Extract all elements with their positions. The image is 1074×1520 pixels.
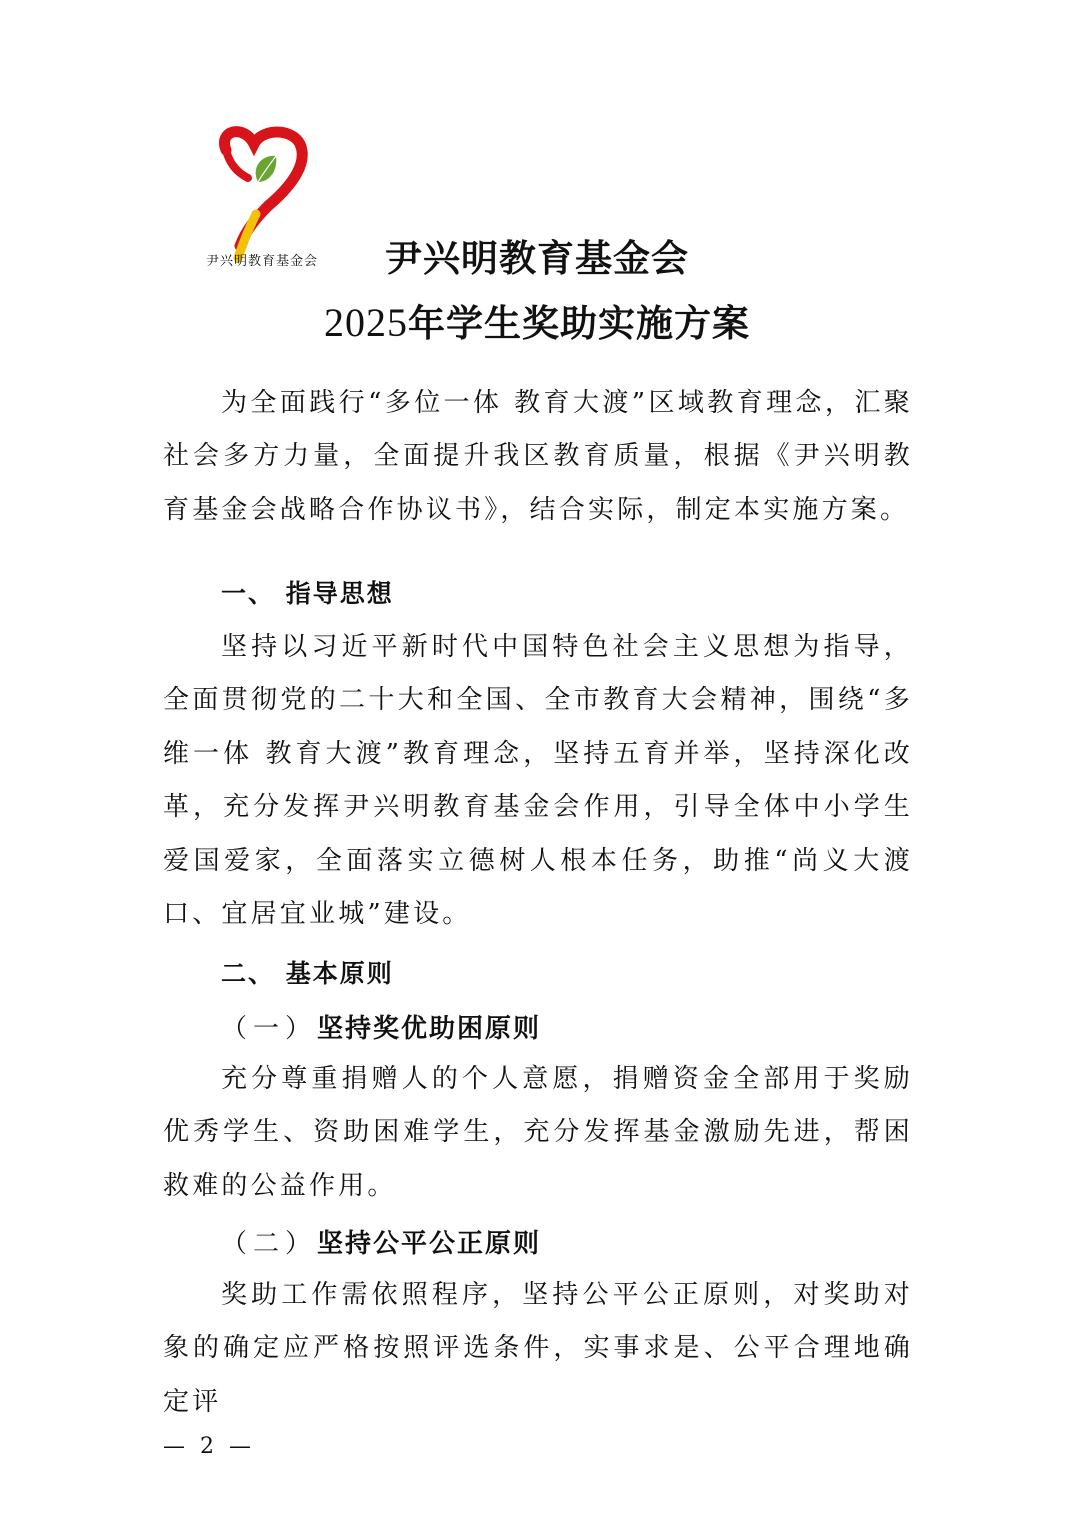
subsection-1-paragraph: 充分尊重捐赠人的个人意愿，捐赠资金全部用于奖励优秀学生、资助困难学生，充分发挥基金激励先进，帮困救难的公益作用。: [163, 1064, 913, 1201]
subsection-number: （二）: [221, 1229, 318, 1259]
section-1-paragraph: 坚持以习近平新时代中国特色社会主义思想为指导，全面贯彻党的二十大和全国、全市教育大会精神，围绕“多维一体 教育大渡”教育理念，坚持五育并举，坚持深化改革，充分发挥尹兴明教育基金会作用，引导全体中小学生爱国爱家，全面落实立德树人根本任务，助推“尚义大渡口、宜居宜业城”建设。: [163, 632, 913, 930]
title-year: 2025: [324, 300, 408, 345]
document-title-line1: 尹兴明教育基金会: [385, 237, 689, 280]
section-heading-2: 二、 基本原则: [221, 959, 394, 988]
subsection-heading-1: [221, 1008, 921, 1045]
subsection-2-paragraph: 奖助工作需依照程序，坚持公平公正原则，对奖助对象的确定应严格按照评选条件，实事求是、公平合理地确定评: [163, 1280, 913, 1417]
subsection-title: 坚持公平公正原则: [317, 1229, 542, 1259]
subsection-number: （一）: [221, 1014, 318, 1044]
subsection-title: 坚持奖优助困原则: [317, 1014, 542, 1044]
logo-caption: 尹兴明教育基金会: [205, 254, 318, 269]
title-line2-text: 年学生奖助实施方案: [408, 302, 750, 345]
subsection-heading-2: [221, 1223, 921, 1260]
document-title-line2: [0, 293, 1074, 347]
page-number: — 2 —: [163, 1434, 255, 1459]
section-heading-1: 一、 指导思想: [221, 579, 394, 608]
intro-paragraph: 为全面践行“多位一体 教育大渡”区域教育理念，汇聚社会多方力量，全面提升我区教育质量，根据《尹兴明教育基金会战略合作协议书》，结合实际，制定本实施方案。: [163, 388, 913, 525]
